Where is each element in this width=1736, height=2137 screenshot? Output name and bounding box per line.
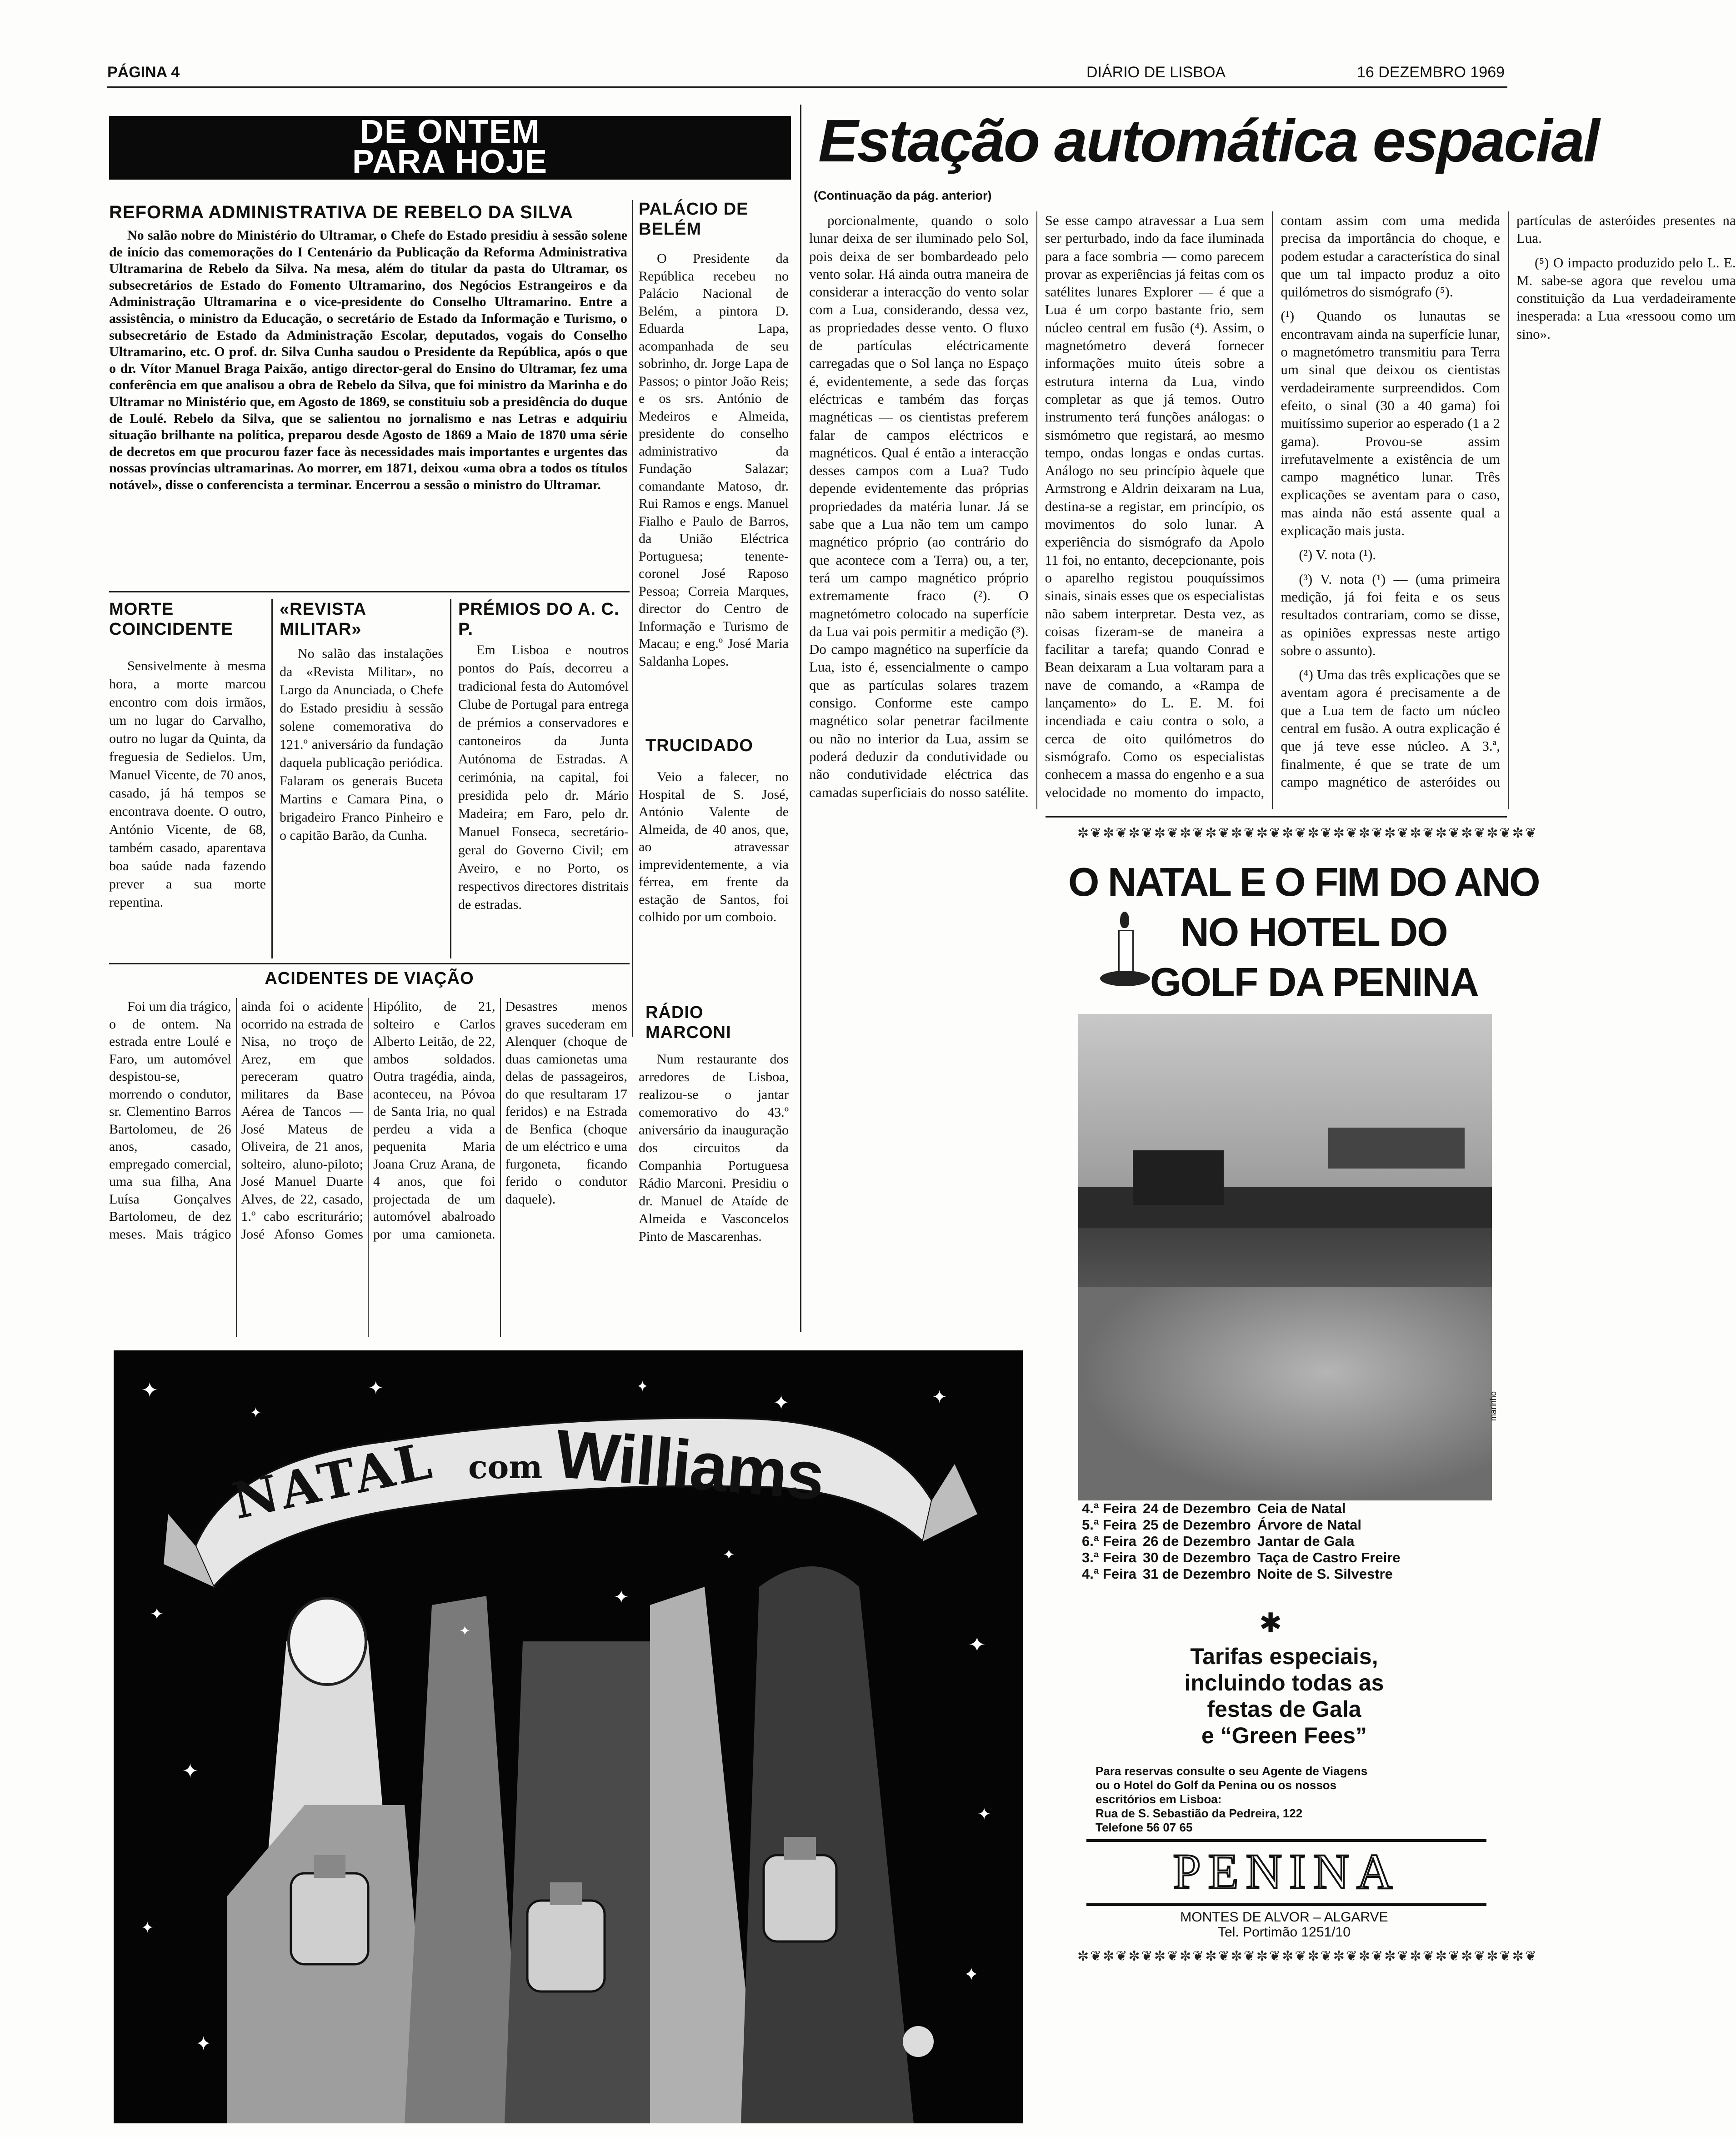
reforma-headline: REFORMA ADMINISTRATIVA DE REBELO DA SILVA bbox=[109, 202, 573, 222]
acidentes-article bbox=[109, 998, 627, 1337]
estacao-footnote-1: (¹) Quando os lunautas se encontravam ainda na superfície lunar, o magnetómetro transmitiu para Terra um sinal que deixou os cientistas verdadeiramente surpreendidos. Com efeito, o sinal (30 a 40 gama) foi muitíssimo superior ao esperado (1 a 2 gama). Provou-se assim irrefutavelmente a existência de um campo magnético lunar. Três explicações se aventam para o caso, mas ainda não está assente qual a explicação mais justa. bbox=[1281, 308, 1500, 539]
schedule-event: Ceia de Natal bbox=[1257, 1500, 1346, 1516]
rule-palacio bbox=[632, 200, 633, 1037]
reforma-body: No salão nobre do Ministério do Ultramar, o Chefe do Estado presidiu à sessão solene de início das comemorações do I Centenário da Publicação da Reforma Administrativa Ultramarina de Rebelo da Silva. Na mesa, além do titular da pasta do Ultramar, os subsecretários de Estado do Fomento Ultramarino, dos Negócios Estrangeiros e da Administração Ultramarina e o vice-presidente do Conselho Ultramarino. Entre a assistência, o ministro da Educação, o secretário de Estado da Informação e Turismo, o subsecretário de Estado da Administração Escolar, deputados, vogais do Conselho Ultramarino, etc. O prof. dr. Silva Cunha saudou o Presidente da República, após o que o dr. Vítor Manuel Braga Paixão, antigo director-geral do Ensino do Ultramar, fez uma conferência em que analisou a obra de Rebelo da Silva, que foi ministro da Marinha e do Ultramar no Ministério que, em Agosto de 1869, se constituiu sob a presidência do duque de Loulé. Rebelo da Silva, que se salientou no jornalismo e nas Letras e adquiriu situação brilhante na política, preparou desde Agosto de 1869 a Maio de 1870 uma série de decretos em que procurou fazer face às necessidades mais importantes e urgentes das nossas províncias ultramarinas. Ao morrer, em 1871, deixou «uma obra a todos os títulos notável», disse o conferencista a terminar. Encerrou a sessão o ministro do Ultramar. bbox=[109, 228, 627, 492]
morte-body: Sensivelmente à mesma hora, a morte marcou encontro com dois irmãos, um no lugar do Carvalho, outro no lugar da Quinta, da freguesia de Sedielos. Um, Manuel Vicente, de 70 anos, casado, já há tempos se encontrava doente. O outro, António Vicente, de 68, também casado, aparentava boa saúde nada fazendo prever a sua morte repentina. bbox=[109, 658, 266, 910]
acidentes-headline: ACIDENTES DE VIAÇÃO bbox=[265, 969, 474, 988]
schedule-event: Taça de Castro Freire bbox=[1257, 1550, 1401, 1565]
estacao-footnote-4: (⁴) Uma das três explicações que se aventam agora é precisamente a de que a Lua tem de facto um núcleo central em fusão. A outra explicação é que já teve esse núcleo. A 3.ª, finalmente, é que se trate de um campo magnético de asteróides ou partículas de asteróides presentes na Lua. bbox=[1281, 212, 1736, 790]
penina-location: MONTES DE ALVOR – ALGARVE bbox=[1180, 1910, 1388, 1925]
estacao-footnote-2: (²) V. nota (¹). bbox=[1299, 547, 1376, 563]
tarifas-3: festas de Gala bbox=[1207, 1696, 1361, 1722]
star-icon: ✦ bbox=[459, 1623, 471, 1639]
tarifas-4: e “Green Fees” bbox=[1201, 1723, 1367, 1748]
schedule-event: Noite de S. Silvestre bbox=[1257, 1566, 1393, 1582]
banner-line-2: PARA HOJE bbox=[352, 144, 548, 180]
acidentes-body: Foi um dia trágico, o de ontem. Na estrada entre Loulé e Faro, um automóvel despistou-se, morrendo o condutor, sr. Clementino Barros Bartolomeu, de 26 anos, casado, empregado comercial, uma sua filha, Ana Luísa Gonçalves Bartolomeu, de dez meses. Mais trágico ainda foi o acidente ocorrido na estrada de Nisa, no troço de Arez, em que pereceram quatro militares da Base Aérea de Tancos — José Mateus de Oliveira, de 21 anos, solteiro, aluno-piloto; José Manuel Duarte Alves, de 22, casado, 1.º cabo escriturário; José Afonso Gomes Hipólito, de 21, solteiro e Carlos Alberto Leitão, de 22, ambos soldados. Outra tragédia, ainda, aconteceu, na Póvoa de Santa Iria, no qual perdeu a vida a pequenita Maria Joana Cruz Arana, de 4 anos, que foi projectada de um automóvel abalroado por uma camioneta. Desastres menos graves sucederam em Alenquer (choque de duas camionetas uma delas de passageiros, do que resultaram 17 feridos) e na Estrada de Benfica (choque de um eléctrico e uma furgoneta, ficando ferido o condutor daquele). bbox=[109, 999, 627, 1242]
schedule-date: 30 de Dezembro bbox=[1143, 1550, 1251, 1565]
star-icon: ✦ bbox=[250, 1405, 262, 1421]
schedule-row bbox=[1082, 1517, 1407, 1533]
radio-body: Num restaurante dos arredores de Lisboa, realizou-se o jantar comemorativo do 43.º aniversário da inauguração dos circuitos da Companhia Portuguesa Rádio Marconi. Presidiu o dr. Manuel de Ataíde de Almeida e Vasconcelos Pinto de Mascarenhas. bbox=[639, 1052, 789, 1244]
candle-icon bbox=[1100, 912, 1150, 989]
premios-body: Em Lisboa e noutros pontos do País, decorreu a tradicional festa do Automóvel Clube de Portugal para entrega de prémios a conservadores e cantoneiros da Junta Autónoma de Estradas. A cerimónia, na capital, foi presidida pelo dr. Mário Madeira; em Faro, pelo dr. Manuel Fonseca, secretário-geral do Governo Civil; em Aveiro, e no Porto, os respectivos directores distritais de estradas. bbox=[458, 642, 629, 912]
star-icon: ✦ bbox=[964, 1964, 979, 1985]
estacao-article bbox=[809, 211, 1736, 809]
morte-article bbox=[109, 657, 266, 918]
schedule-date: 24 de Dezembro bbox=[1143, 1500, 1251, 1516]
rule-under-reforma bbox=[109, 591, 630, 592]
flourish-bottom-icon: ✼❦✼❦✼❦✼❦✼❦✼❦✼❦✼❦✼❦✼❦✼❦✼❦✼❦✼❦✼❦✼❦✼❦✼❦ bbox=[1077, 1949, 1538, 1964]
morte-headline: MORTE COINCIDENTE bbox=[109, 600, 233, 639]
reservas-3: escritórios em Lisboa: bbox=[1096, 1792, 1222, 1806]
issue-date: 16 DEZEMBRO 1969 bbox=[1357, 64, 1505, 81]
schedule-event: Árvore de Natal bbox=[1257, 1517, 1361, 1533]
schedule-date: 31 de Dezembro bbox=[1143, 1566, 1251, 1582]
reservas-1: Para reservas consulte o seu Agente de Viagens bbox=[1096, 1764, 1368, 1778]
williams-brand-text: Williams bbox=[552, 1415, 827, 1515]
flourish-top-icon: ✼❦✼❦✼❦✼❦✼❦✼❦✼❦✼❦✼❦✼❦✼❦✼❦✼❦✼❦✼❦✼❦✼❦✼❦ bbox=[1077, 826, 1538, 841]
page-number: PÁGINA 4 bbox=[107, 64, 180, 81]
estacao-headline: Estação automática espacial bbox=[818, 107, 1599, 174]
palacio-headline: PALÁCIO DE BELÉM bbox=[639, 200, 749, 239]
williams-ad bbox=[114, 1350, 1023, 2123]
williams-com-text: com bbox=[468, 1448, 543, 1486]
schedule-date: 26 de Dezembro bbox=[1143, 1533, 1251, 1549]
reservas-block bbox=[1096, 1764, 1496, 1835]
star-icon: ✦ bbox=[182, 1760, 199, 1783]
rule-acidentes bbox=[109, 963, 630, 964]
star-icon: ✦ bbox=[195, 2032, 212, 2055]
newspaper-name: DIÁRIO DE LISBOA bbox=[1086, 64, 1226, 81]
reservas-2: ou o Hotel do Golf da Penina ou os nossos bbox=[1096, 1778, 1337, 1792]
schedule-day: 3.ª Feira bbox=[1082, 1550, 1137, 1565]
trucidado-headline: TRUCIDADO bbox=[645, 736, 753, 755]
section-banner bbox=[109, 116, 791, 180]
star-icon: ✦ bbox=[932, 1387, 947, 1408]
penina-line-3: GOLF DA PENINA bbox=[1150, 959, 1478, 1004]
penina-line-2: NO HOTEL DO bbox=[1180, 909, 1447, 954]
asterisk-icon: ✱ bbox=[1259, 1607, 1282, 1639]
estacao-footnote-5: (⁵) O impacto produzido pelo L. E. M. sabe-se agora que revelou uma constituição da Lua verdadeiramente inesperada: a Lua «ressoou como um sino». bbox=[1516, 254, 1736, 342]
schedule-table bbox=[1082, 1500, 1407, 1582]
penina-logo: PENINA bbox=[1173, 1844, 1400, 1899]
reforma-article bbox=[109, 227, 627, 500]
penina-tel: Tel. Portimão 1251/10 bbox=[1218, 1925, 1351, 1940]
star-icon: ✦ bbox=[773, 1391, 790, 1415]
schedule-day: 6.ª Feira bbox=[1082, 1533, 1137, 1549]
star-icon: ✦ bbox=[977, 1805, 991, 1824]
premios-headline: PRÉMIOS DO A. C. P. bbox=[458, 600, 620, 639]
revista-body: No salão das instalações da «Revista Militar», no Largo da Anunciada, o Chefe do Estado presidiu à sessão solene comemorativa do 121.º aniversário da fundação daquela publicação periódica. Falaram os generais Buceta Martins e Camara Pina, o brigadeiro Franco Pinheiro e o capitão Barão, da Cunha. bbox=[280, 646, 443, 843]
schedule-event: Jantar de Gala bbox=[1257, 1533, 1355, 1549]
schedule-day: 5.ª Feira bbox=[1082, 1517, 1137, 1533]
radio-headline: RÁDIO MARCONI bbox=[645, 1003, 731, 1042]
palacio-body: O Presidente da República recebeu no Palácio Nacional de Belém, a pintora D. Eduarda Lapa, acompanhada de seu sobrinho, dr. Jorge Lapa de Passos; o pintor João Reis; e os srs. António de Medeiros e Almeida, presidente do conselho administrativo da Fundação Salazar; comandante Matoso, dr. Rui Ramos e engs. Manuel Fialho e Paulo de Barros, da União Eléctrica Portuguesa; tenente-coronel José Raposo Pessoa; Correia Marques, director do Centro de Informação e Turismo de Macau; e eng.º José Maria Saldanha Lopes. bbox=[639, 251, 789, 669]
estacao-footnote-3: (³) V. nota (¹) — (uma primeira medição, já foi feita e os seus resultados contrariam, como se disse, as opiniões expressas neste artigo sobre o assunto). bbox=[1281, 571, 1500, 658]
schedule-row bbox=[1082, 1500, 1407, 1517]
tarifas-1: Tarifas especiais, bbox=[1190, 1644, 1378, 1669]
penina-ad bbox=[1059, 825, 1539, 2021]
golf-course-photo bbox=[1078, 1014, 1492, 1500]
photo-credit: marinho bbox=[1489, 1391, 1498, 1421]
palacio-article bbox=[639, 250, 789, 677]
estacao-continuation: (Continuação da pág. anterior) bbox=[814, 189, 992, 202]
banner-line-1: DE ONTEM bbox=[360, 114, 540, 150]
trucidado-body: Veio a falecer, no Hospital de S. José, António Valente de Almeida, de 40 anos, que, ao atravessar imprevidentemente, a via férrea, em frente da estação de Santos, foi colhido por um comboio. bbox=[639, 769, 789, 924]
schedule-row bbox=[1082, 1533, 1407, 1550]
star-icon: ✦ bbox=[368, 1378, 384, 1399]
schedule-date: 25 de Dezembro bbox=[1143, 1517, 1251, 1533]
star-icon: ✦ bbox=[150, 1605, 164, 1624]
penina-line-1: O NATAL E O FIM DO ANO bbox=[1068, 859, 1539, 904]
reservas-4: Rua de S. Sebastião da Pedreira, 122 bbox=[1096, 1806, 1303, 1820]
rule-under-estacao bbox=[1046, 816, 1507, 818]
williams-natal-text: NATAL bbox=[227, 1430, 439, 1531]
star-icon: ✦ bbox=[723, 1546, 735, 1563]
penina-logo-frame bbox=[1086, 1839, 1486, 1906]
rule-revista bbox=[450, 599, 451, 958]
schedule-day: 4.ª Feira bbox=[1082, 1566, 1137, 1582]
rule-morte bbox=[271, 599, 273, 958]
revista-headline: «REVISTA MILITAR» bbox=[280, 600, 366, 639]
star-icon: ✦ bbox=[968, 1632, 986, 1657]
schedule-row bbox=[1082, 1550, 1407, 1566]
reservas-5: Telefone 56 07 65 bbox=[1096, 1821, 1193, 1834]
star-icon: ✦ bbox=[636, 1378, 649, 1395]
schedule-row bbox=[1082, 1566, 1407, 1582]
masthead-rule bbox=[107, 86, 1507, 88]
star-icon: ✦ bbox=[141, 1919, 154, 1937]
premios-article bbox=[458, 641, 629, 920]
tarifas-2: incluindo todas as bbox=[1184, 1670, 1384, 1696]
star-icon: ✦ bbox=[614, 1587, 629, 1608]
radio-article bbox=[639, 1050, 789, 1252]
trucidado-article bbox=[639, 768, 789, 933]
revista-article bbox=[280, 645, 443, 851]
star-icon: ✦ bbox=[141, 1378, 159, 1402]
rule-estacao-left bbox=[800, 105, 801, 1332]
schedule-day: 4.ª Feira bbox=[1082, 1500, 1137, 1516]
estacao-body: porcionalmente, quando o solo lunar deixa de ser iluminado pelo Sol, pois deixa de ser bombardeado pelo vento solar. Há ainda outra maneira de considerar a interacção do vento solar com a Lua, considerando, dessa vez, as propriedades desse vento. O fluxo de partículas eléctricamente carregadas que o Sol lança no Espaço é, evidentemente, a sede das forças eléctricas e também das forças magnéticas — os cientistas preferem falar de campos eléctricos e magnéticos. Qual é então a interacção desses campos com a Lua? Tudo depende evidentemente das próprias propriedades da matéria lunar. Já se sabe que a Lua não tem um campo magnético próprio (ao contrário do que acontece com a Terra) ou, a ter, terá um campo magnético próprio extremamente fraco (²). O magnetómetro colocado na superfície da Lua vai pois permitir a medição (³). Do campo magnético na superfície da Lua, isto é, essencialmente o campo que as partículas solares trazem consigo. Conforme este campo magnético solar penetrar facilmente ou não no interior da Lua, assim se poderá deduzir da condutividade ou não condutividade eléctrica das camadas superficiais do nosso satélite. Se esse campo atravessar a Lua sem ser perturbado, indo da face iluminada para a face sombria — como parecem provar as experiências já feitas com os satélites lunares Explorer — é que a Lua é um corpo bastante frio, sem núcleo central em fusão (⁴). Assim, o magnetómetro deverá fornecer informações muito úteis sobre a estrutura interna da Lua, vindo completar as que já temos. Outro instrumento terá funções análogas: o sismómetro que registará, ao mesmo tempo, ondas longas e ondas curtas. Análogo no seu princípio àquele que Armstrong e Aldrin deixaram na Lua, destina-se a registar, em princípio, os movimentos do solo lunar. A experiência do sismógrafo da Apolo 11 foi, no entanto, decepcionante, pois o aparelho registou pouquíssimos sinais, sinais esses que os especialistas não sabem interpretar. Desta vez, as coisas fizeram-se de maneira a facilitar a tarefa; quando Conrad e Bean deixaram a Lua voltaram para a nave de comando, a «Rampa de lançamento» do L. E. M. foi incendiada e caiu contra o solo, a cerca de oito quilómetros do sismógrafo. Como os especialistas conhecem a massa do engenho e a sua velocidade no momento do impacto, contam assim com uma medida precisa da importância do choque, e podem estudar a característica do sinal que um tal impacto produz a oito quilómetros do sismógrafo (⁵). bbox=[809, 212, 1500, 800]
